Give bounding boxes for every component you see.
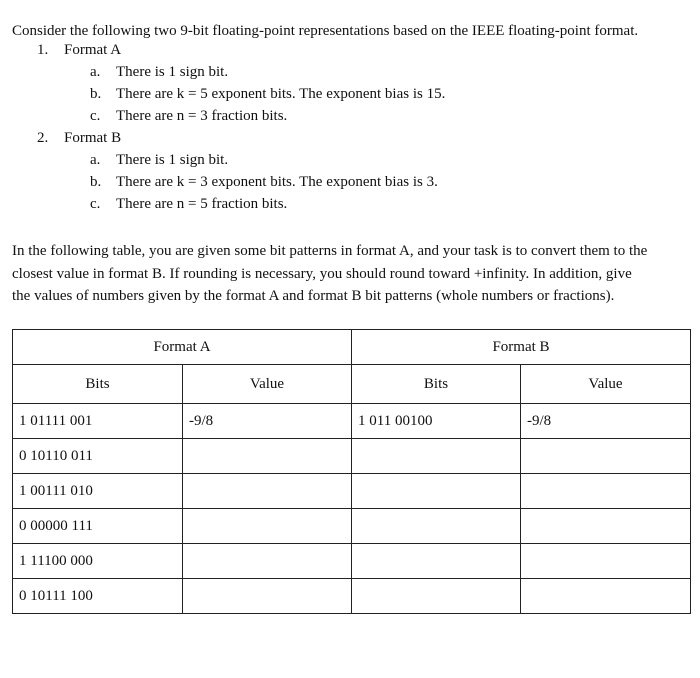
list-marker: a. [90,64,101,80]
format-a-item-b [90,86,445,103]
format-a-value-header: Value [183,365,352,404]
list-marker: c. [90,108,101,124]
format-b-value-cell [521,474,691,509]
table-row [13,544,691,579]
format-b-bits-cell [352,509,521,544]
instructions-paragraph [12,240,692,308]
format-b-bits-cell [352,439,521,474]
format-a-bits-cell: 1 11100 000 [13,544,183,579]
format-a-value-cell [183,439,352,474]
list-marker: b. [90,86,102,102]
intro-text: Consider the following two 9-bit floating-point representations based on the IEEE floating-point format. [12,23,639,39]
format-b-value-cell: -9/8 [521,404,691,439]
format-a-bits-header: Bits [13,365,183,404]
format-a-heading [37,42,121,59]
list-marker: a. [90,152,101,168]
format-a-bits-cell: 0 10110 011 [13,439,183,474]
format-a-value-cell [183,509,352,544]
format-b-value-cell [521,439,691,474]
table-row [13,439,691,474]
list-marker: 2. [37,130,49,146]
format-b-value-header: Value [521,365,691,404]
list-item-text: There are k = 3 exponent bits. The exponent bias is 3. [116,174,438,190]
table-column-header-row [13,365,691,404]
format-b-bits-header: Bits [352,365,521,404]
conversion-table [12,329,691,614]
format-b-item-c [90,196,287,213]
format-a-value-cell [183,579,352,614]
format-b-heading [37,130,121,147]
format-a-value-cell [183,544,352,579]
format-a-group-header: Format A [13,330,352,365]
format-a-item-c [90,108,287,125]
list-item-text: There are k = 5 exponent bits. The exponent bias is 15. [116,86,446,102]
format-b-group-header: Format B [352,330,691,365]
format-b-bits-cell: 1 011 00100 [352,404,521,439]
format-a-value-cell: -9/8 [183,404,352,439]
list-item-text: There is 1 sign bit. [116,152,229,168]
table-row [13,474,691,509]
format-b-item-b [90,174,438,191]
format-b-value-cell [521,544,691,579]
format-a-label: Format A [64,42,122,58]
format-a-item-a [90,64,228,81]
list-marker: c. [90,196,101,212]
format-b-bits-cell [352,474,521,509]
list-item-text: There is 1 sign bit. [116,64,229,80]
format-a-value-cell [183,474,352,509]
format-b-bits-cell [352,579,521,614]
format-b-bits-cell [352,544,521,579]
format-b-label: Format B [64,130,122,146]
format-b-value-cell [521,579,691,614]
format-a-bits-cell: 1 01111 001 [13,404,183,439]
format-b-item-a [90,152,228,169]
format-a-bits-cell: 0 10111 100 [13,579,183,614]
instructions-line: closest value in format B. If rounding is necessary, you should round toward +infinity. In addition, give [12,265,632,282]
list-item-text: There are n = 3 fraction bits. [116,108,288,124]
format-a-bits-cell: 1 00111 010 [13,474,183,509]
table-row [13,404,691,439]
format-a-bits-cell: 0 00000 111 [13,509,183,544]
instructions-line: the values of numbers given by the format A and format B bit patterns (whole numbers or fractions). [12,288,615,304]
list-item-text: There are n = 5 fraction bits. [116,196,288,212]
table-row [13,579,691,614]
list-marker: 1. [37,42,49,58]
table-row [13,509,691,544]
instructions-line: In the following table, you are given some bit patterns in format A, and your task is to convert them to the [12,243,648,259]
format-b-value-cell [521,509,691,544]
list-marker: b. [90,174,102,190]
table-group-header-row [13,330,691,365]
